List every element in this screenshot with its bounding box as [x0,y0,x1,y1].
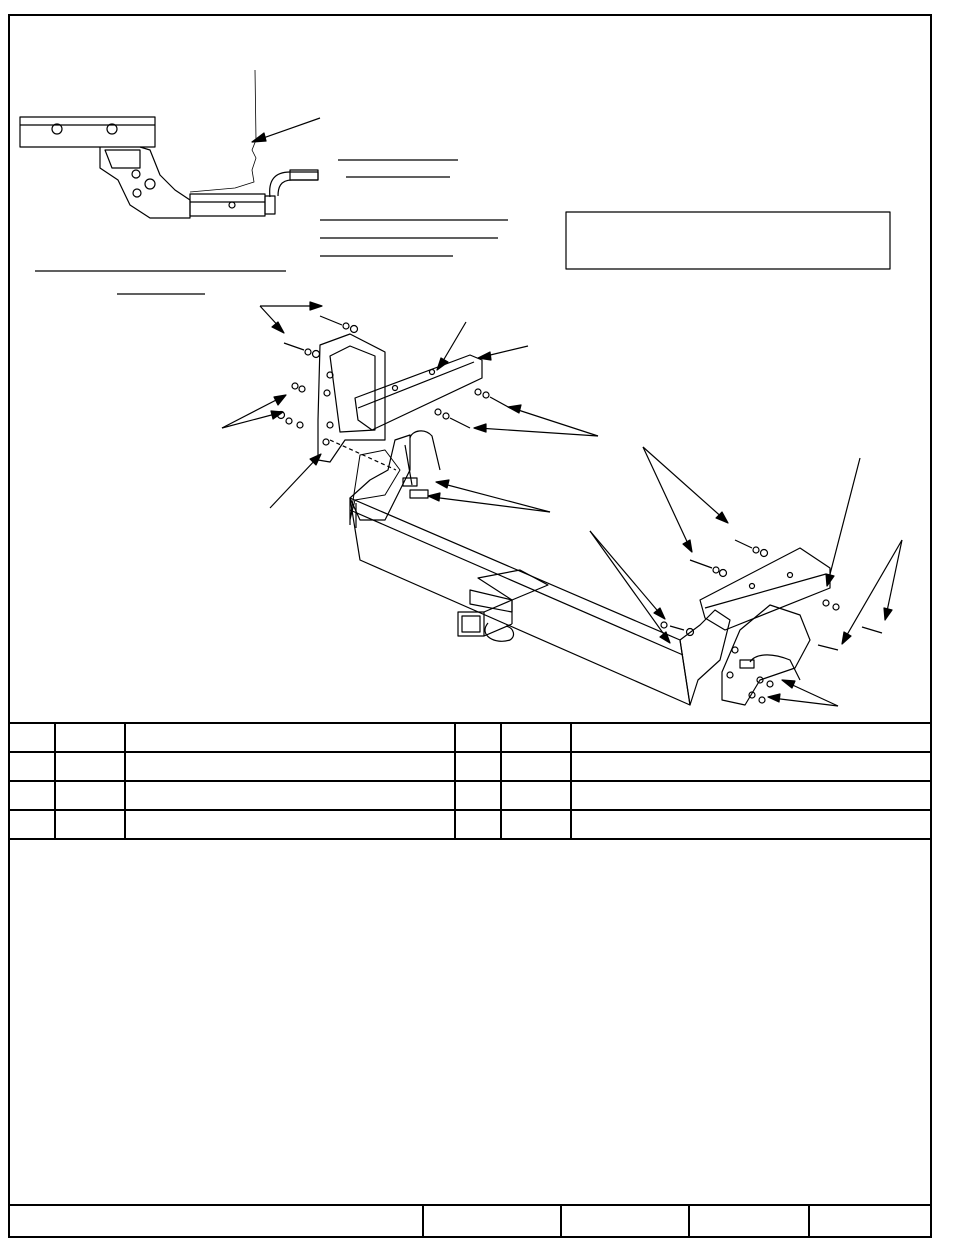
title-block-cell [809,1205,931,1237]
part-number-cell [501,781,571,810]
item-number-cell [455,781,501,810]
table-row [9,810,931,839]
note-box [566,212,890,269]
side-view-detail [20,70,508,294]
part-number-cell [501,723,571,752]
description-cell [571,752,931,781]
item-number-cell [9,810,55,839]
table-row [9,752,931,781]
description-cell [125,723,455,752]
part-number-cell [501,810,571,839]
part-number-cell [501,752,571,781]
title-block-title [9,1205,423,1237]
instructions-text [22,860,922,1190]
parts-table [8,722,932,840]
part-number-cell [55,810,125,839]
item-number-cell [455,723,501,752]
table-row [9,723,931,752]
description-cell [571,723,931,752]
description-cell [571,781,931,810]
part-number-cell [55,781,125,810]
description-cell [571,810,931,839]
title-block-row [9,1205,931,1237]
item-number-cell [9,752,55,781]
item-number-cell [455,752,501,781]
title-block-cell [689,1205,809,1237]
description-cell [125,752,455,781]
part-number-cell [55,723,125,752]
leader-arrows [222,302,902,706]
description-cell [125,810,455,839]
title-block-cell [423,1205,561,1237]
part-number-cell [55,752,125,781]
item-number-cell [9,781,55,810]
title-block-cell [561,1205,689,1237]
table-row [9,781,931,810]
item-number-cell [455,810,501,839]
main-hitch-assembly [278,316,883,705]
title-block [8,1204,932,1238]
description-cell [125,781,455,810]
item-number-cell [9,723,55,752]
